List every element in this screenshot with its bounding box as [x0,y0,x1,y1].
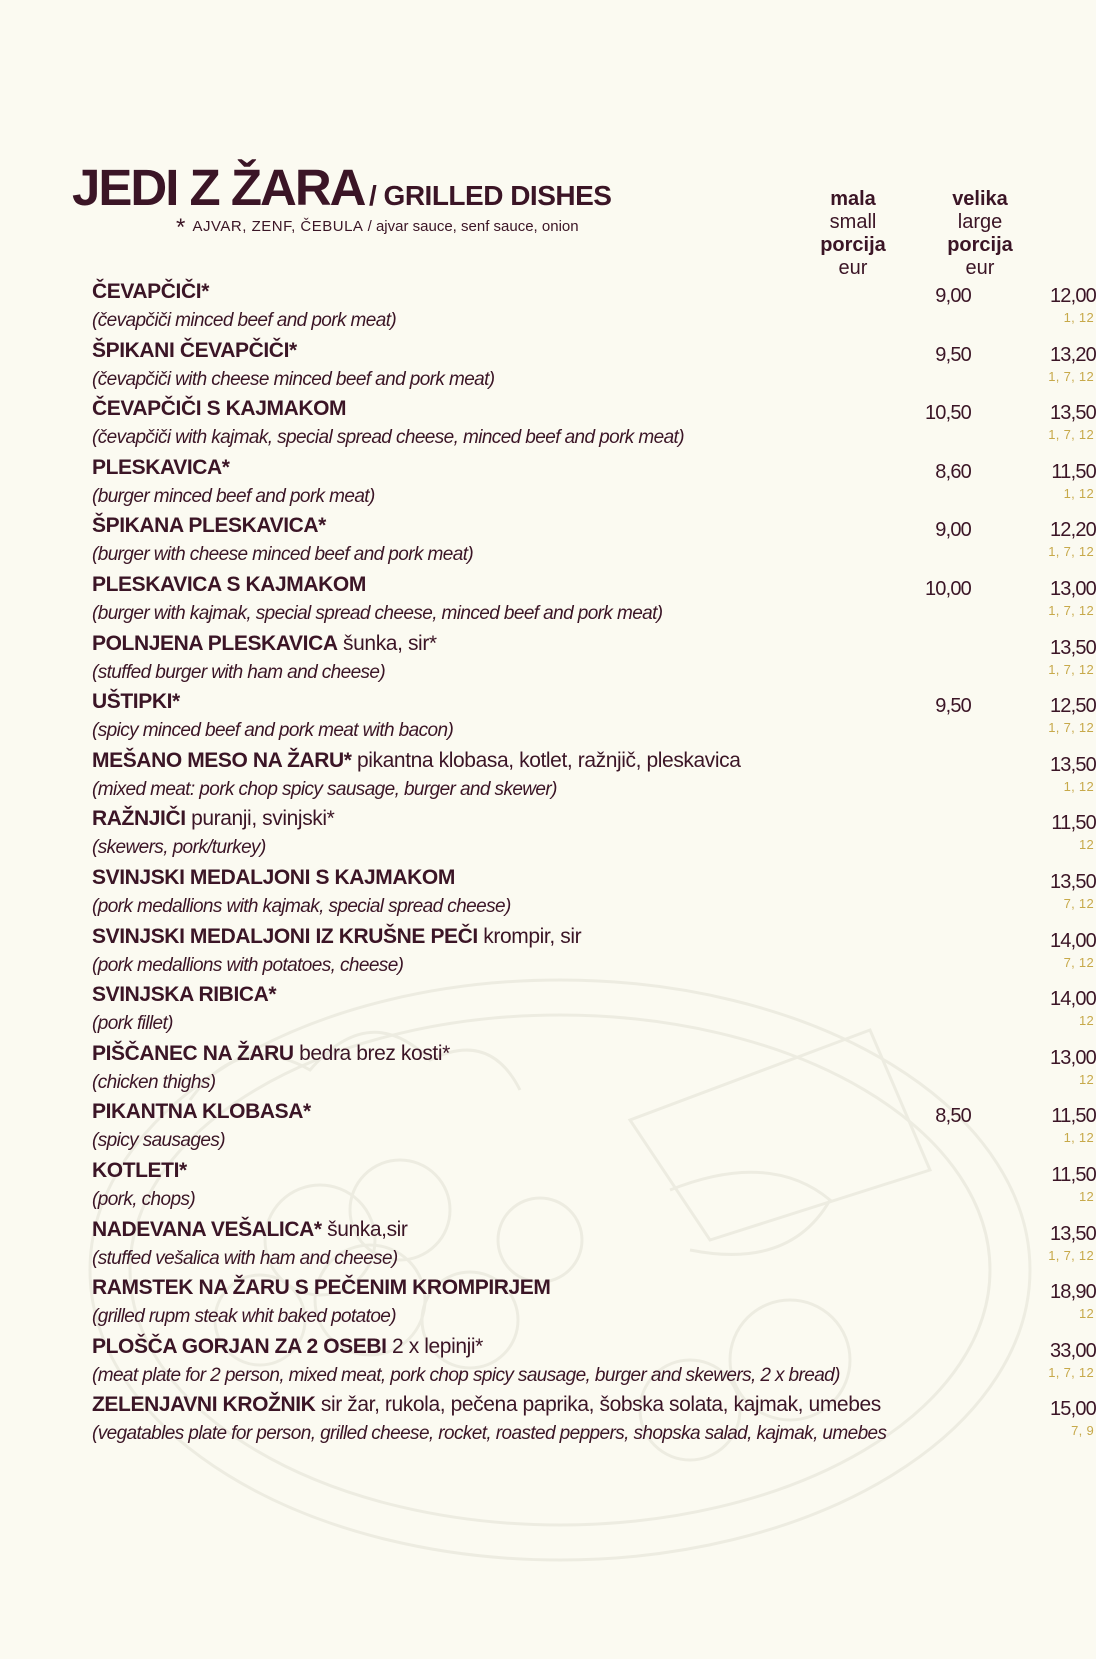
large-price: 11,50 [1051,1163,1096,1186]
menu-item-description: (burger minced beef and pork meat) [92,485,375,507]
note-english: ajvar sauce, senf sauce, onion [375,218,579,235]
menu-item-description: (vegatables plate for person, grilled cheese, rocket, roasted peppers, shopska salad, kajmak, umebes [92,1423,887,1445]
menu-item [92,1041,1096,1101]
menu-item-name-line [92,1393,881,1417]
small-header-l1: mala [830,188,876,210]
allergen-codes: 1, 7, 12 [1048,368,1094,384]
menu-item-description: (spicy sausages) [92,1130,225,1152]
condiments-note [176,214,579,242]
menu-item-name: NADEVANA VEŠALICA* [92,1217,322,1241]
allergen-codes: 1, 7, 12 [1048,1364,1094,1380]
title-translation: / GRILLED DISHES [368,180,612,211]
allergen-codes: 7, 12 [1063,895,1094,911]
allergen-codes: 7, 9 [1071,1423,1094,1439]
menu-item [92,338,1096,398]
small-price: 8,60 [935,460,971,483]
menu-item [92,807,1096,866]
note-separator: / [367,218,372,235]
menu-item [92,1276,1096,1335]
large-header-l1: velika [952,188,1008,210]
menu-item-description: (čevapčiči minced beef and pork meat) [92,310,397,331]
allergen-codes: 1, 12 [1063,778,1094,794]
menu-item-name-line [92,1042,450,1066]
allergen-codes: 1, 7, 12 [1048,1247,1094,1263]
allergen-codes: 12 [1078,1013,1094,1029]
small-price: 9,50 [935,695,971,718]
large-price: 13,50 [1049,402,1096,425]
menu-item [92,690,1096,749]
menu-item [92,514,1096,573]
note-asterisk: * [176,214,186,241]
allergen-codes: 1, 12 [1063,485,1094,501]
menu-item-name-line [92,749,741,773]
menu-item-extra: pikantna klobasa, kotlet, ražnjič, pleskavica [351,748,741,772]
menu-item-description: (stuffed burger with ham and cheese) [92,661,386,683]
small-portion-header [793,188,913,280]
menu-item-name: SVINJSKA RIBICA* [92,983,277,1007]
menu-item-extra: 2 x lepinji* [386,1334,483,1358]
small-price: 9,50 [935,343,971,366]
menu-item-description: (burger with cheese minced beef and pork meat) [92,544,474,566]
allergen-codes: 1, 12 [1063,1130,1094,1146]
menu-item-name-line [92,1276,551,1300]
small-price: 8,50 [935,1105,971,1128]
menu-item-name: PLESKAVICA S KAJMAKOM [92,572,366,596]
menu-item-name-line [92,807,334,831]
large-price: 14,00 [1049,929,1096,952]
menu-item-name-line [92,1218,408,1242]
menu-item-name: ČEVAPČIČI S KAJMAKOM [92,397,347,421]
large-price: 13,50 [1049,636,1096,659]
menu-item-description: (čevapčiči with kajmak, special spread cheese, minced beef and pork meat) [92,427,684,449]
menu-item-description: (stuffed vešalica with ham and cheese) [92,1247,398,1269]
allergen-codes: 12 [1078,1188,1094,1204]
menu-item-name: PLESKAVICA* [92,455,230,479]
large-header-l4: eur [965,257,995,279]
menu-item-name-line [92,983,276,1007]
menu-item-name: KOTLETI* [92,1158,187,1182]
menu-item-name: RAMSTEK NA ŽARU S PEČENIM KROMPIRJEM [92,1276,551,1300]
title-main: JEDI Z ŽARA [72,159,365,216]
menu-item-description: (chicken thighs) [92,1071,216,1093]
large-price: 13,20 [1049,343,1096,366]
menu-item-description: (pork medallions with potatoes, cheese) [92,954,404,976]
menu-item-description: (pork, chops) [92,1188,196,1210]
menu-item-name-line [92,632,437,656]
menu-item [92,1217,1096,1277]
menu-item-name-line [92,339,297,363]
allergen-codes: 12 [1078,837,1094,853]
small-header-l4: eur [838,257,868,279]
allergen-codes: 1, 7, 12 [1048,427,1094,443]
large-price: 13,00 [1049,1046,1096,1069]
menu-item [92,455,1096,515]
menu-item-name-line [92,690,180,714]
menu-item [92,1158,1096,1218]
menu-item-extra: šunka,sir [321,1217,408,1241]
menu-item-extra: bedra brez kosti* [293,1041,450,1065]
menu-item-description: (čevapčiči with cheese minced beef and pork meat) [92,368,495,390]
menu-item-extra: puranji, svinjski* [185,807,335,831]
menu-item-name-line [92,866,455,890]
menu-item-name: PLOŠČA GORJAN ZA 2 OSEBI [92,1334,387,1358]
menu-item-extra: sir žar, rukola, pečena paprika, šobska solata, kajmak, umebes [315,1393,881,1417]
large-price: 18,90 [1049,1281,1096,1304]
menu-item-description: (meat plate for 2 person, mixed meat, pork chop spicy sausage, burger and skewers, 2 x bread) [92,1364,840,1386]
allergen-codes: 1, 7, 12 [1048,661,1094,677]
menu-item [92,572,1096,632]
menu-item-name: ZELENJAVNI KROŽNIK [92,1393,316,1417]
small-price: 9,00 [935,285,971,307]
allergen-codes: 7, 12 [1063,954,1094,970]
note-slovene: AJVAR, ZENF, ČEBULA [192,218,364,235]
menu-item [92,397,1096,456]
large-price: 11,50 [1051,460,1096,483]
large-price: 12,20 [1049,519,1096,542]
allergen-codes: 1, 7, 12 [1048,602,1094,618]
menu-item-name: MEŠANO MESO NA ŽARU* [92,748,352,772]
menu-item [92,1334,1096,1394]
large-price: 12,00 [1049,285,1096,307]
menu-item-description: (spicy minced beef and pork meat with bacon) [92,720,454,742]
small-price: 10,00 [924,577,971,600]
menu-item [92,748,1096,808]
allergen-codes: 12 [1078,1071,1094,1087]
menu-item [92,924,1096,984]
allergen-codes: 1, 12 [1063,310,1094,325]
menu-item-name-line [92,925,581,949]
menu-item [92,983,1096,1042]
large-header-l3: porcija [947,234,1013,256]
menu-item-extra: šunka, sir* [337,631,437,655]
large-price: 13,50 [1049,870,1096,893]
menu-item-name-line [92,573,366,597]
small-header-l2: small [829,211,877,233]
large-price: 15,00 [1049,1398,1096,1421]
menu-item-name-line [92,514,326,538]
menu-item-name: SVINJSKI MEDALJONI IZ KRUŠNE PEČI [92,924,478,948]
menu-item [92,1393,1096,1452]
menu-title [72,158,611,217]
allergen-codes: 12 [1078,1306,1094,1322]
menu-item [92,865,1096,925]
menu-item [92,1100,1096,1159]
menu-item-name-line [92,1159,187,1183]
small-price: 9,00 [935,519,971,542]
menu-item-description: (pork medallions with kajmak, special spread cheese) [92,895,511,917]
menu-item-description: (pork fillet) [92,1013,173,1035]
menu-item-name: ŠPIKANI ČEVAPČIČI* [92,338,297,362]
small-header-l3: porcija [820,234,886,256]
large-portion-header [920,188,1040,280]
menu-item-name: POLNJENA PLESKAVICA [92,631,338,655]
large-price: 33,00 [1049,1339,1096,1362]
large-price: 13,50 [1049,1222,1096,1245]
menu-items-list [92,280,1096,1452]
menu-item-description: (grilled rupm steak whit baked potatoe) [92,1306,396,1328]
menu-item-name-line [92,456,230,480]
menu-item-name-line [92,1100,311,1124]
menu-item-name: PIŠČANEC NA ŽARU [92,1041,294,1065]
large-price: 14,00 [1049,988,1096,1011]
large-price: 13,00 [1049,577,1096,600]
menu-item-name-line [92,280,209,304]
small-price: 10,50 [924,402,971,425]
allergen-codes: 1, 7, 12 [1048,720,1094,736]
menu-item-name-line [92,1335,483,1359]
menu-item [92,280,1096,339]
menu-item-name: ČEVAPČIČI* [92,280,209,303]
menu-item-name: SVINJSKI MEDALJONI S KAJMAKOM [92,865,455,889]
large-price: 11,50 [1051,1105,1096,1128]
menu-item-extra: krompir, sir [477,924,582,948]
menu-item-name: PIKANTNA KLOBASA* [92,1100,311,1124]
allergen-codes: 1, 7, 12 [1048,544,1094,560]
large-price: 13,50 [1049,753,1096,776]
large-header-l2: large [957,211,1003,233]
menu-item-description: (skewers, pork/turkey) [92,837,266,859]
large-price: 11,50 [1051,812,1096,835]
menu-item-name: ŠPIKANA PLESKAVICA* [92,514,326,538]
menu-item-description: (mixed meat: pork chop spicy sausage, burger and skewer) [92,778,557,800]
menu-item-name: UŠTIPKI* [92,690,180,714]
menu-item-description: (burger with kajmak, special spread cheese, minced beef and pork meat) [92,602,663,624]
menu-item-name: RAŽNJIČI [92,807,186,831]
menu-item [92,631,1096,691]
large-price: 12,50 [1049,695,1096,718]
menu-item-name-line [92,397,346,421]
